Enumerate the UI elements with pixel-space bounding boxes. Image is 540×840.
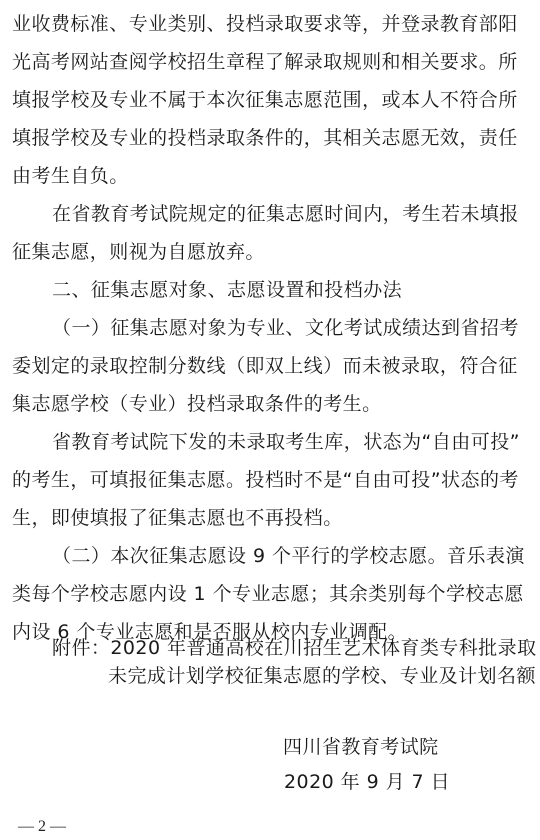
attachment-line: 未完成计划学校征集志愿的学校、专业及计划名额	[108, 665, 536, 687]
paragraph-line: 内设 6 个专业志愿和是否服从校内专业调配。	[12, 621, 408, 643]
paragraph-line: 填报学校及专业的投档录取条件的，其相关志愿无效，责任	[12, 127, 518, 149]
page-number: — 2 —	[18, 818, 66, 835]
attachment-line: 附件：2020 年普通高校在川招生艺术体育类专科批录取	[52, 637, 537, 659]
paragraph-line: 省教育考试院下发的未录取考生库，状态为“自由可投”	[52, 431, 520, 453]
paragraph-line: 征集志愿，则视为自愿放弃。	[12, 241, 265, 263]
paragraph-line: 集志愿学校（专业）投档录取条件的考生。	[12, 393, 382, 415]
paragraph-line: 生，即使填报了征集志愿也不再投档。	[12, 507, 343, 529]
paragraph-line: 类每个学校志愿内设 1 个专业志愿；其余类别每个学校志愿	[12, 583, 524, 605]
paragraph-line: 的考生，可填报征集志愿。投档时不是“自由可投”状态的考	[12, 469, 519, 491]
paragraph-line: 光高考网站查阅学校招生章程了解录取规则和相关要求。所	[12, 51, 518, 73]
paragraph-line: 业收费标准、专业类别、投档录取要求等，并登录教育部阳	[12, 13, 518, 35]
signature-organization: 四川省教育考试院	[283, 736, 439, 758]
section-heading: 二、征集志愿对象、志愿设置和投档办法	[52, 279, 403, 301]
paragraph-line: 填报学校及专业不属于本次征集志愿范围，或本人不符合所	[12, 89, 518, 111]
paragraph-line: （二）本次征集志愿设 9 个平行的学校志愿。音乐表演	[52, 545, 525, 567]
signature-date: 2020 年 9 月 7 日	[284, 771, 451, 793]
paragraph-line: 在省教育考试院规定的征集志愿时间内，考生若未填报	[52, 203, 519, 225]
paragraph-line: 由考生自负。	[12, 165, 129, 187]
paragraph-line: （一）征集志愿对象为专业、文化考试成绩达到省招考	[52, 317, 519, 339]
paragraph-line: 委划定的录取控制分数线（即双上线）而未被录取，符合征	[12, 355, 518, 377]
